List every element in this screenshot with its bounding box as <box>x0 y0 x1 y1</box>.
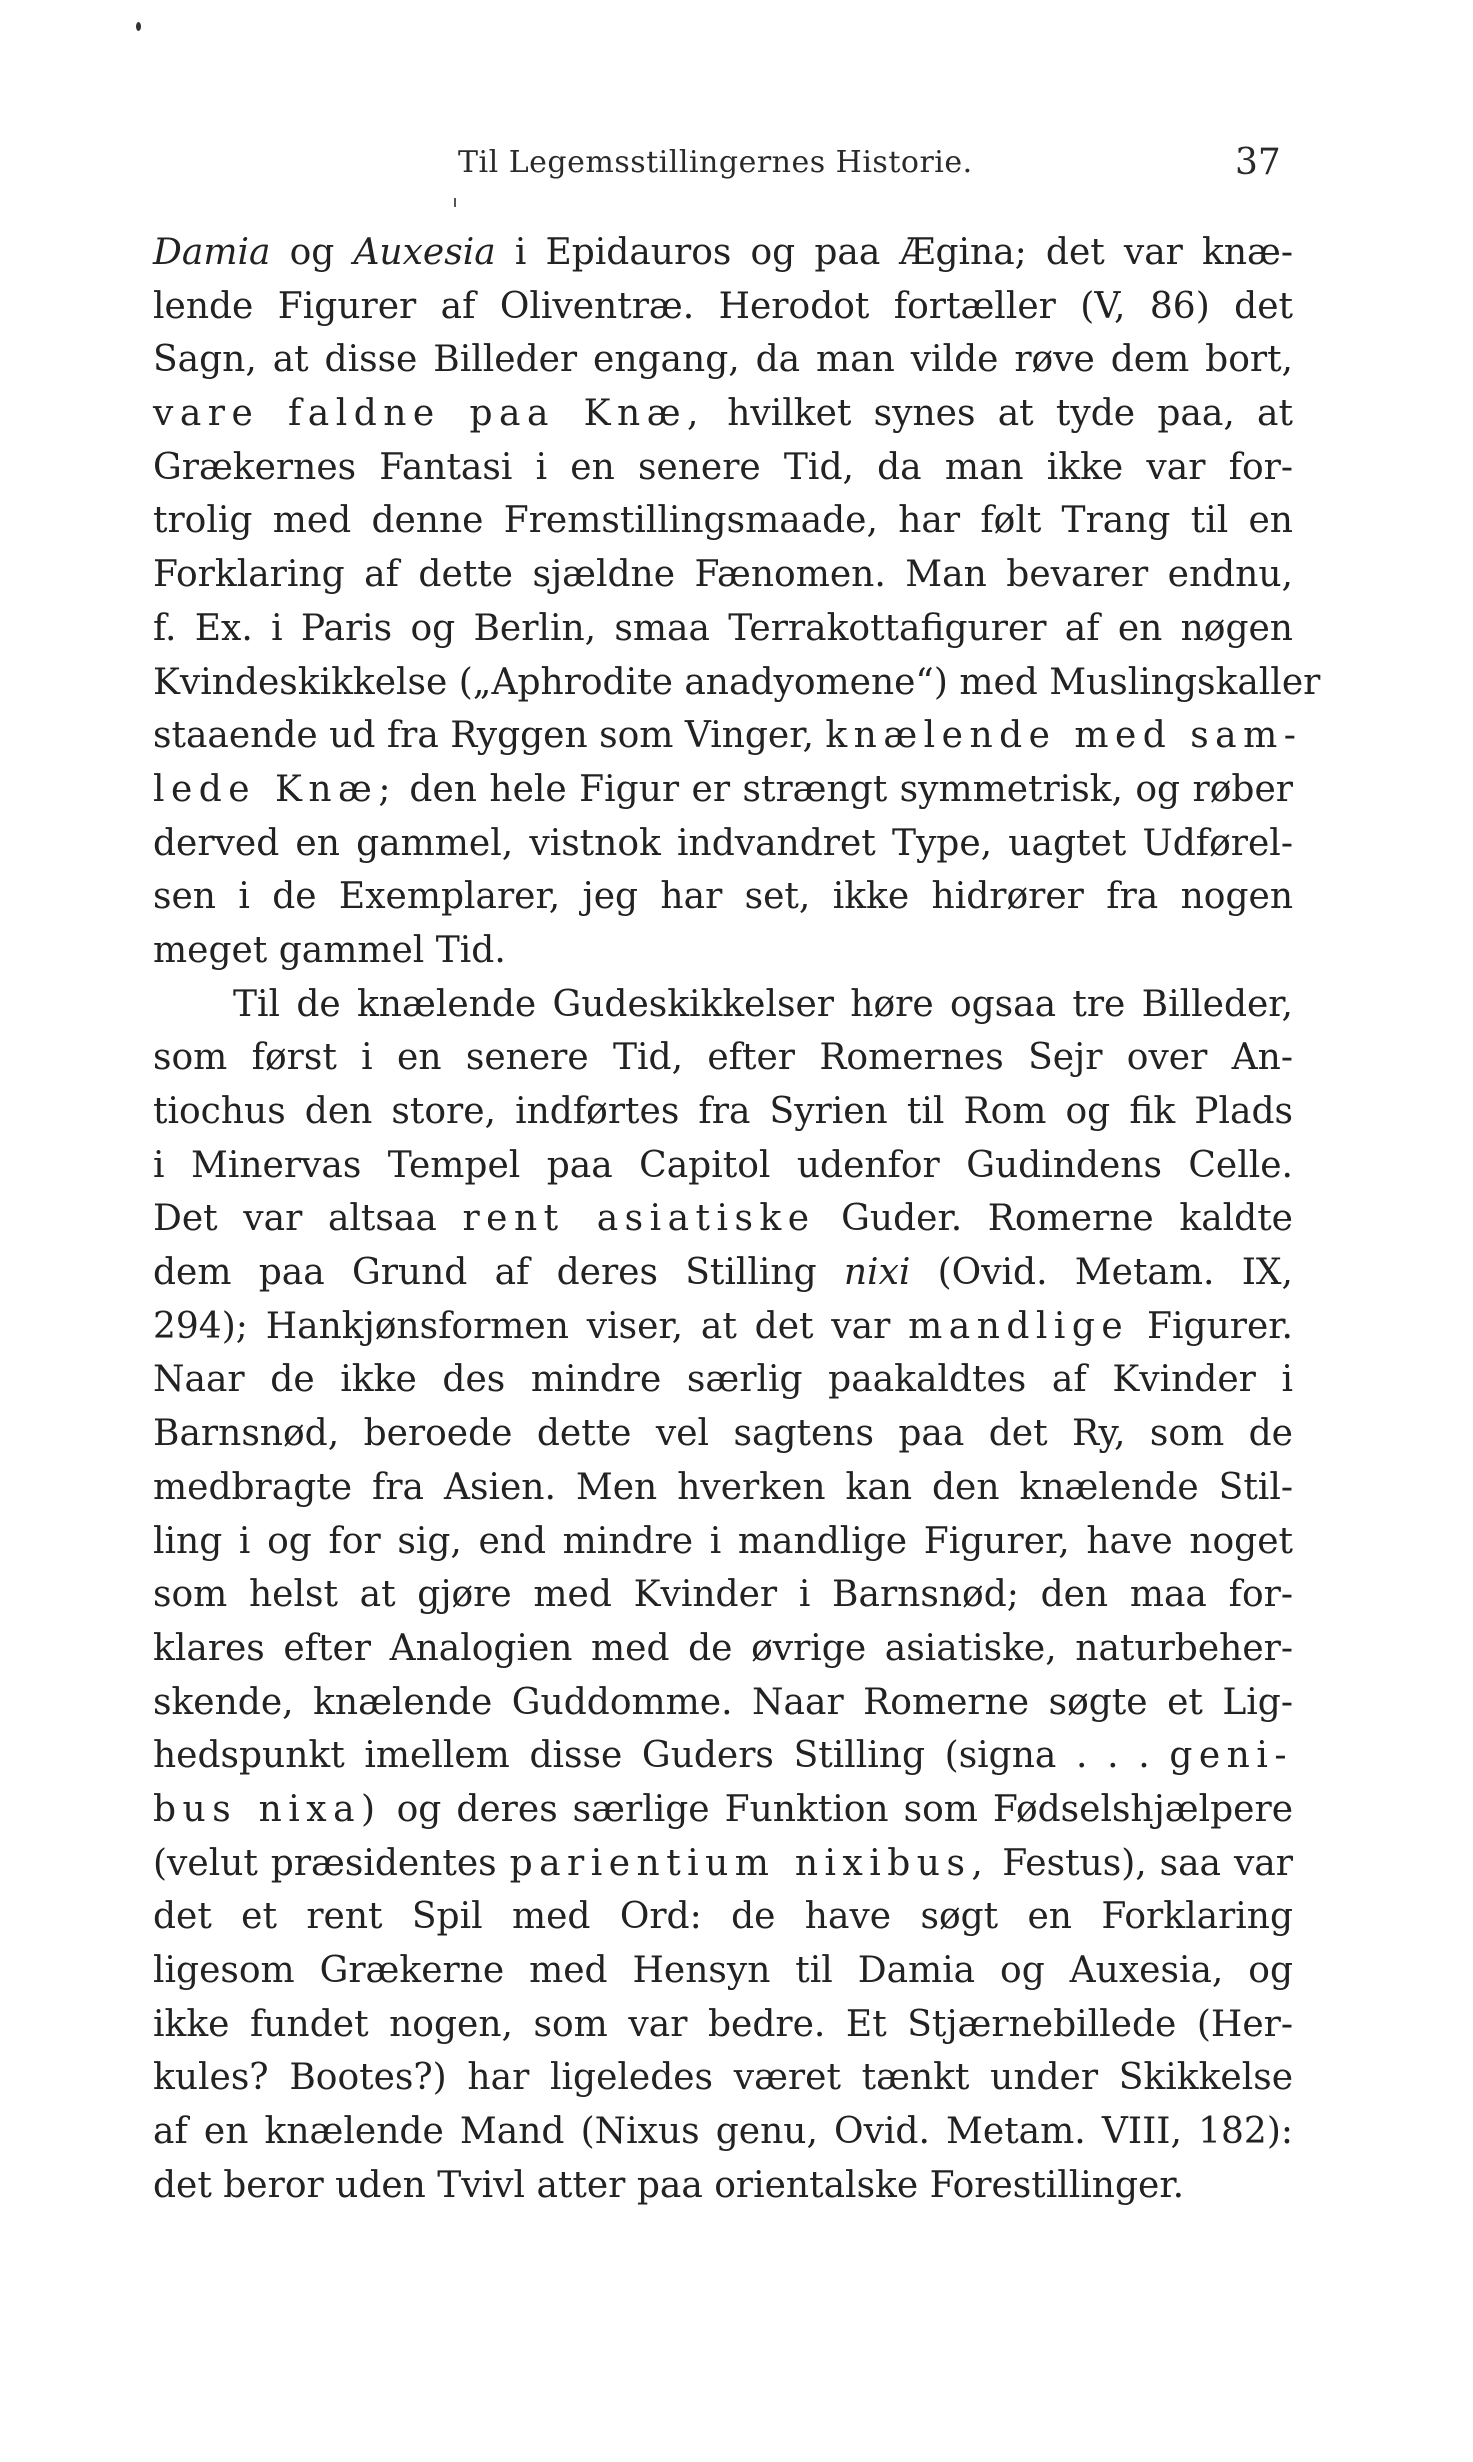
text-line <box>153 2105 1293 2159</box>
text-line <box>153 333 1293 387</box>
text-run: Figurer. <box>1129 1305 1293 1347</box>
text-line <box>153 924 1293 978</box>
text-run: dem paa Grund af deres Stilling <box>153 1252 844 1294</box>
spaced-text: geni- <box>1169 1735 1293 1777</box>
text-line <box>153 1729 1293 1783</box>
text-run: Kvindeskikkelse („Aphrodite anadyomene“) med Muslingskaller <box>153 661 1321 703</box>
text-run: (velut præsidentes <box>153 1842 510 1884</box>
text-run: Forklaring af dette sjældne Fænomen. Man bevarer endnu, <box>153 554 1293 596</box>
italic-text: Auxesia <box>353 232 496 273</box>
text-run: Festus), saa var <box>989 1842 1293 1884</box>
running-head: Til Legemsstillingernes Historie. <box>458 145 973 180</box>
page-number: 37 <box>1235 142 1281 183</box>
text-line <box>153 1783 1293 1837</box>
text-line <box>153 1676 1293 1730</box>
text-run: og <box>270 232 354 273</box>
text-run: ling i og for sig, end mindre i mandlige Figurer, have noget <box>153 1520 1293 1562</box>
text-run: af en knælende Mand (Nixus genu, Ovid. Metam. VIII, 182): <box>153 2111 1293 2153</box>
spaced-text: knælende med sam- <box>825 715 1303 757</box>
spaced-text: mandlige <box>908 1305 1130 1347</box>
text-run: i Epidauros og paa Ægina; det var knæ- <box>495 232 1294 273</box>
text-line <box>153 1837 1293 1891</box>
text-line <box>153 494 1293 548</box>
text-run: trolig med denne Fremstillingsmaade, har følt Trang til en <box>153 500 1293 542</box>
spaced-text: bus nixa) <box>153 1788 382 1830</box>
text-run: det beror uden Tvivl atter paa orientalske Forestillinger. <box>153 2164 1185 2206</box>
text-run: hvilket synes at tyde paa, at <box>704 393 1293 435</box>
text-line <box>153 1139 1293 1193</box>
text-line <box>153 1944 1293 1998</box>
text-line <box>153 2159 1293 2213</box>
text-run: tiochus den store, indførtes fra Syrien til Rom og fik Plads <box>153 1091 1293 1132</box>
text-run: sen i de Exemplarer, jeg har set, ikke hidrører fra nogen <box>153 876 1293 918</box>
text-line <box>153 1246 1293 1300</box>
text-run: kules? Bootes?) har ligeledes været tænkt under Skikkelse <box>153 2057 1293 2099</box>
text-run: Sagn, at disse Billeder engang, da man vilde røve dem bort, <box>153 339 1293 381</box>
text-line <box>153 1568 1293 1622</box>
text-run: f. Ex. i Paris og Berlin, smaa Terrakottafigurer af en nøgen <box>153 607 1293 649</box>
text-line <box>153 1461 1293 1515</box>
text-run: den hele Figur er strængt symmetrisk, og røber <box>396 768 1293 810</box>
text-line <box>153 1998 1293 2052</box>
spaced-text: rent asiatiske <box>462 1198 816 1240</box>
text-run: skende, knælende Guddomme. Naar Romerne søgte et Lig- <box>153 1681 1293 1723</box>
text-line <box>153 602 1293 656</box>
text-run: Til de knælende Gudeskikkelser høre ogsaa tre Billeder, <box>233 983 1293 1025</box>
text-run: klares efter Analogien med de øvrige asiatiske, naturbeher- <box>153 1627 1293 1669</box>
text-line <box>153 2051 1293 2105</box>
italic-text: nixi <box>843 1252 911 1294</box>
text-line <box>153 1192 1293 1246</box>
text-run: ligesom Grækerne med Hensyn til Damia og Auxesia, og <box>153 1950 1293 1991</box>
text-line <box>153 280 1293 334</box>
text-run: som først i en senere Tid, efter Romernes Sejr over An- <box>153 1037 1293 1079</box>
text-line <box>153 1890 1293 1944</box>
text-line <box>153 1515 1293 1569</box>
text-run: (Ovid. Metam. IX, <box>910 1252 1293 1294</box>
text-run: Barnsnød, beroede dette vel sagtens paa det Ry, som de <box>153 1413 1293 1455</box>
text-run: lende Figurer af Oliventræ. Herodot fortæller (V, 86) det <box>153 285 1293 327</box>
text-run: Guder. Romerne kaldte <box>815 1198 1293 1240</box>
spaced-text: vare faldne paa Knæ, <box>153 393 705 435</box>
text-run: staaende ud fra Ryggen som Vinger, <box>153 715 826 757</box>
text-line <box>153 1353 1293 1407</box>
text-run: det et rent Spil med Ord: de have søgt en Forklaring <box>153 1896 1293 1938</box>
text-run: medbragte fra Asien. Men hverken kan den knælende Stil- <box>153 1466 1293 1508</box>
text-line <box>153 548 1293 602</box>
text-line <box>153 1031 1293 1085</box>
text-run: i Minervas Tempel paa Capitol udenfor Gudindens Celle. <box>153 1144 1293 1186</box>
text-run: Grækernes Fantasi i en senere Tid, da man ikke var for- <box>153 446 1293 488</box>
text-run: og deres særlige Funktion som Fødselshjælpere <box>381 1788 1293 1830</box>
text-run: derved en gammel, vistnok indvandret Type, uagtet Udførel- <box>153 822 1293 864</box>
text-line <box>153 978 1293 1032</box>
text-line <box>153 1622 1293 1676</box>
text-line <box>153 763 1293 817</box>
text-line <box>153 656 1321 710</box>
text-line <box>153 709 1303 763</box>
text-run: hedspunkt imellem disse Guders Stilling (signa . . . <box>153 1735 1170 1777</box>
ink-speck <box>136 22 141 31</box>
text-run: som helst at gjøre med Kvinder i Barnsnød; den maa for- <box>153 1574 1293 1616</box>
text-line <box>153 1300 1293 1354</box>
text-line <box>153 226 1293 280</box>
text-run: Naar de ikke des mindre særlig paakaldtes af Kvinder i <box>153 1359 1293 1401</box>
text-line <box>153 870 1293 924</box>
spaced-text: lede Knæ; <box>153 768 397 810</box>
text-line <box>153 441 1293 495</box>
text-line <box>153 817 1293 871</box>
body-text <box>153 226 1321 2212</box>
text-run: 294); Hankjønsformen viser, at det var <box>153 1305 909 1347</box>
text-line <box>153 1085 1293 1139</box>
text-run: Det var altsaa <box>153 1198 463 1240</box>
ink-tick <box>454 198 456 207</box>
text-run: ikke fundet nogen, som var bedre. Et Stjærnebillede (Her- <box>153 2003 1293 2045</box>
text-line <box>153 387 1293 441</box>
text-run: meget gammel Tid. <box>153 929 506 971</box>
text-line <box>153 1407 1293 1461</box>
italic-text: Damia <box>153 232 271 273</box>
spaced-text: parientium nixibus, <box>509 1842 990 1884</box>
